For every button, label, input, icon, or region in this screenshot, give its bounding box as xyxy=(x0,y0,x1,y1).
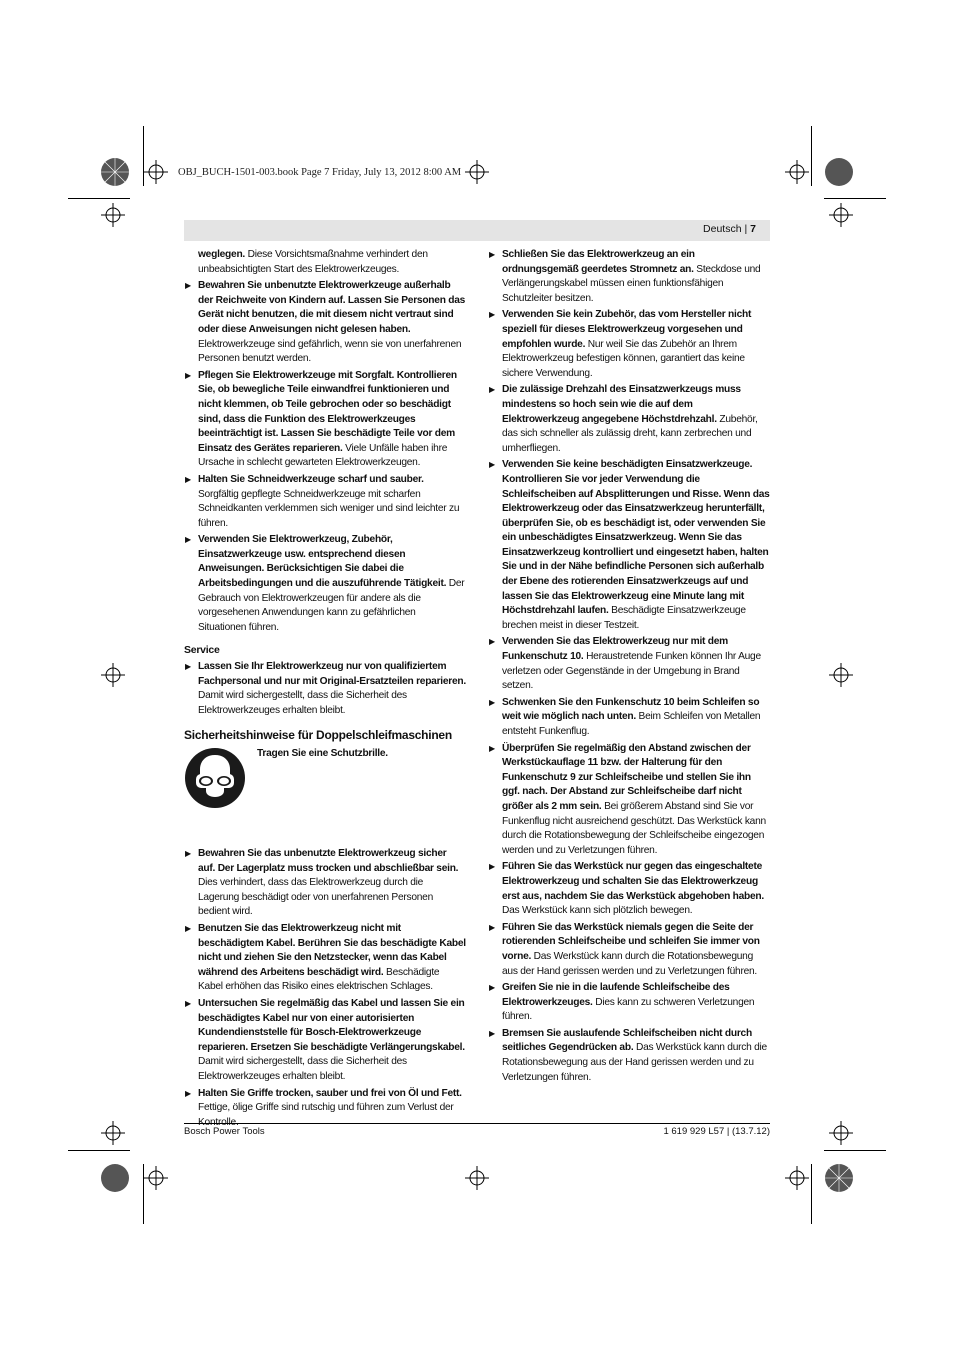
item-bold: weglegen. xyxy=(198,249,246,260)
item-bold: Verwenden Sie das Elektrowerkzeug nur mit dem Funkenschutz 10. xyxy=(502,636,728,663)
item-text: Das Werkstück kann durch die Rotationsbewegung aus der Hand gerissen werden und zu Verletzungen führen. xyxy=(502,1042,767,1083)
item-text: Das Werkstück kann sich plötzlich bewegen. xyxy=(502,905,693,917)
item-text: Elektrowerkzeuge sind gefährlich, wenn sie von unerfahrenen Personen benutzt werden. xyxy=(198,338,462,365)
header-separator: | xyxy=(744,223,748,235)
bullet-arrow-icon: ▶ xyxy=(489,310,495,320)
bullet-arrow-icon: ▶ xyxy=(489,697,495,707)
section-heading: Sicherheitshinweise für Doppelschleifmaschinen xyxy=(184,728,452,743)
crop-line xyxy=(811,126,812,186)
item-text: Damit wird sichergestellt, dass die Sicherheit des Elektrowerkzeuges erhalten bleibt. xyxy=(198,1056,407,1082)
list-item xyxy=(184,997,466,1085)
crosshair-mark xyxy=(785,1166,809,1190)
print-slug: OBJ_BUCH-1501-003.book Page 7 Friday, July 13, 2012 8:00 AM xyxy=(178,167,462,178)
bullet-arrow-icon: ▶ xyxy=(489,983,495,993)
item-text: Das Werkstück kann durch die Rotationsbewegung aus der Hand gerissen werden und zu Verletzungen führen. xyxy=(502,950,758,977)
crosshair-mark xyxy=(101,663,125,687)
registration-mark-bottom-left xyxy=(100,1163,130,1193)
item-text: Dies kann zu schweren Verletzungen führen. xyxy=(502,996,755,1023)
item-bold: Bewahren Sie unbenutzte Elektrowerkzeuge außerhalb der Reichweite von Kindern auf. Lassen Sie Personen das Gerät nicht benutzen, die mit diesem nicht vertraut sind oder diese Anweisungen nicht gelesen haben. xyxy=(198,280,466,335)
safety-items xyxy=(184,847,466,1130)
item-bold: Verwenden Sie Elektrowerkzeug, Zubehör, Einsatzwerkzeuge usw. entsprechend diesen Anweisungen. Berücksichtigen Sie dabei die Arbeitsbedingungen und die auszuführende Tätigkeit. xyxy=(198,534,447,590)
bullet-arrow-icon: ▶ xyxy=(185,662,191,672)
right-items xyxy=(488,248,770,1085)
list-item xyxy=(488,248,770,306)
item-text: Damit wird sichergestellt, dass die Sicherheit des Elektrowerkzeuges erhalten bleibt. xyxy=(198,690,407,716)
list-item xyxy=(488,742,770,859)
bullet-arrow-icon: ▶ xyxy=(489,637,495,647)
crop-line xyxy=(68,1150,130,1151)
item-bold: Führen Sie das Werkstück niemals gegen die Seite der rotierenden Schleifscheibe und schleifen Sie immer von vorne. xyxy=(502,921,760,962)
bullet-arrow-icon: ▶ xyxy=(489,385,495,395)
service-items xyxy=(184,660,466,718)
item-bold: Schwenken Sie den Funkenschutz 10 beim Schleifen so weit wie möglich nach unten. xyxy=(502,696,760,723)
crop-line xyxy=(68,198,130,199)
page-number: 7 xyxy=(750,223,756,235)
crosshair-mark xyxy=(465,1166,489,1190)
left-items xyxy=(184,279,466,635)
item-text: Zubehör, das sich schneller als zulässig dreht, kann zerbrechen und umherfliegen. xyxy=(502,413,758,454)
item-bold: Untersuchen Sie regelmäßig das Kabel und lassen Sie ein beschädigtes Kabel nur von einer autorisierten Kundendienststelle für Bosch-Elektrowerkzeuge reparieren. Ersetzen Sie beschädigte Verlängerungskabel. xyxy=(198,997,465,1053)
bullet-arrow-icon: ▶ xyxy=(185,849,191,858)
list-item xyxy=(488,860,770,918)
list-item xyxy=(488,308,770,381)
list-item xyxy=(184,279,466,367)
list-item xyxy=(184,660,466,718)
list-item xyxy=(184,533,466,635)
list-item xyxy=(488,458,770,633)
crosshair-mark xyxy=(829,203,853,227)
crosshair-mark xyxy=(101,203,125,227)
bullet-arrow-icon: ▶ xyxy=(185,923,191,933)
item-bold: Benutzen Sie das Elektrowerkzeug nicht mit beschädigtem Kabel. Berühren Sie das beschädigte Kabel nicht und ziehen Sie den Netzstecker, wenn das Kabel während des Arbeitens beschädigt wird. xyxy=(198,922,466,978)
item-text: Der Gebrauch von Elektrowerkzeugen für andere als die vorgesehenen Anwendungen kann zu gefährlichen Situationen führen. xyxy=(198,578,465,633)
list-item xyxy=(184,248,466,277)
item-bold: Verwenden Sie keine beschädigten Einsatzwerkzeuge. Kontrollieren Sie vor jeder Verwendung die Schleifscheiben auf Absplitterungen und Risse. Wenn das Elektrowerkzeug oder das Einsatzwerkzeug herunterfällt, überprüfen Sie, ob es beschädigt ist, oder verwenden Sie ein unbeschädigtes Einsatzwerkzeug. Wenn Sie das Einsatzwerkzeug kontrolliert und eingesetzt haben, halten Sie und in der Nähe befindliche Personen sich außerhalb der Ebene des rotierenden Einsatzwerkzeugs auf und lassen Sie das Elektrowerkzeug eine Minute lang mit Höchstdrehzahl laufen. xyxy=(502,459,770,617)
item-text: Fettige, ölige Griffe sind rutschig und führen zum Verlust der Kontrolle. xyxy=(198,1102,454,1128)
bullet-arrow-icon: ▶ xyxy=(185,281,191,291)
list-item xyxy=(184,473,466,531)
list-item xyxy=(184,847,466,920)
registration-mark-bottom-right xyxy=(824,1163,854,1193)
item-bold: Pflegen Sie Elektrowerkzeuge mit Sorgfalt. Kontrollieren Sie, ob bewegliche Teile einwandfrei funktionieren und nicht klemmen, ob Teile gebrochen oder so beschädigt sind, dass die Funktion des Elektrowerkzeuges beeinträchtigt ist. Lassen Sie beschädigte Teile vor dem Einsatz des Gerätes reparieren. xyxy=(198,369,457,454)
footer-doc-id: 1 619 929 L57 | (13.7.12) xyxy=(663,1126,770,1137)
item-bold: Die zulässige Drehzahl des Einsatzwerkzeugs muss mindestens so hoch sein wie die auf dem Elektrowerkzeug angegebene Höchstdrehzahl. xyxy=(502,384,741,425)
bullet-arrow-icon: ▶ xyxy=(489,922,495,932)
item-bold: Halten Sie Griffe trocken, sauber und frei von Öl und Fett. xyxy=(198,1087,462,1099)
item-bold: Schließen Sie das Elektrowerkzeug an ein ordnungsgemäß geerdetes Stromnetz an. xyxy=(502,249,695,275)
item-text: Steckdose und Verlängerungskabel müssen einen funktionsfähigen Schutzleiter besitzen. xyxy=(502,263,761,304)
crosshair-mark xyxy=(101,1121,125,1145)
crop-line xyxy=(143,1164,144,1224)
item-text: Beschädigte Einsatzwerkzeuge brechen meist in dieser Testzeit. xyxy=(502,605,746,631)
item-text: Nur weil Sie das Zubehör an Ihrem Elektrowerkzeug befestigen können, garantiert das keine sichere Verwendung. xyxy=(502,338,745,379)
list-item xyxy=(488,981,770,1025)
item-text: Viele Unfälle haben ihre Ursache in schlecht gewarteten Elektrowerkzeugen. xyxy=(198,442,448,469)
item-text: Beschädigte Kabel erhöhen das Risiko eines elektrischen Schlages. xyxy=(198,966,440,993)
item-bold: Halten Sie Schneidwerkzeuge scharf und sauber. xyxy=(198,473,424,485)
list-item xyxy=(184,369,466,471)
item-text: Sorgfältig gepflegte Schneidwerkzeuge mit scharfen Schneidkanten verklemmen sich weniger und sind leichter zu führen. xyxy=(198,488,460,529)
crosshair-mark xyxy=(144,160,168,184)
safety-goggles-icon xyxy=(184,747,246,809)
right-column xyxy=(488,248,770,1087)
bullet-arrow-icon: ▶ xyxy=(185,1088,191,1098)
item-bold: Lassen Sie Ihr Elektrowerkzeug nur von qualifiziertem Fachpersonal und nur mit Original-Ersatzteilen reparieren. xyxy=(198,661,466,687)
crosshair-mark xyxy=(829,1121,853,1145)
bullet-arrow-icon: ▶ xyxy=(185,998,191,1008)
item-bold: Überprüfen Sie regelmäßig den Abstand zwischen der Werkstückauflage 11 bzw. der Halterung für den Funkenschutz 9 zur Schleifscheibe und stellen Sie ihn ggf. nach. Der Abstand zur Schleifscheibe darf nicht größer als 2 mm sein. xyxy=(502,742,751,812)
bullet-arrow-icon: ▶ xyxy=(185,535,191,545)
header-label xyxy=(703,223,756,235)
item-text: Diese Vorsichtsmaßnahme verhindert den unbeabsichtigten Start des Elektrowerkzeuges. xyxy=(198,249,428,275)
crop-line xyxy=(824,1150,886,1151)
bullet-arrow-icon: ▶ xyxy=(489,743,495,753)
header-language: Deutsch xyxy=(703,223,742,235)
warning-text: Tragen Sie eine Schutzbrille. xyxy=(257,748,388,759)
service-heading: Service xyxy=(184,644,220,657)
item-text: Beim Schleifen von Metallen entsteht Funkenflug. xyxy=(502,711,761,737)
page-header xyxy=(184,220,770,241)
warning-block xyxy=(184,747,466,839)
footer-publisher: Bosch Power Tools xyxy=(184,1126,265,1137)
left-column xyxy=(184,248,466,1132)
crosshair-mark xyxy=(465,160,489,184)
item-text: Heraustretende Funken können Ihr Auge verletzen oder Gegenstände in der Umgebung in Brand setzen. xyxy=(502,651,761,692)
crosshair-mark xyxy=(829,663,853,687)
crop-line xyxy=(811,1164,812,1224)
bullet-arrow-icon: ▶ xyxy=(185,370,191,380)
item-text: Dies verhindert, dass das Elektrowerkzeug durch die Lagerung beschädigt oder von unerfahrenen Personen bedient wird. xyxy=(198,877,434,918)
crosshair-mark xyxy=(144,1166,168,1190)
crosshair-mark xyxy=(785,160,809,184)
list-item xyxy=(488,383,770,456)
item-bold: Bewahren Sie das unbenutzte Elektrowerkzeug sicher auf. Der Lagerplatz muss trocken und abschließbar sein. xyxy=(198,848,459,874)
item-bold: Greifen Sie nie in die laufende Schleifscheibe des Elektrowerkzeuges. xyxy=(502,982,730,1008)
bullet-arrow-icon: ▶ xyxy=(489,460,495,470)
list-item xyxy=(488,1027,770,1085)
list-item xyxy=(488,921,770,979)
crop-line xyxy=(143,126,144,186)
bullet-arrow-icon: ▶ xyxy=(185,474,191,484)
item-bold: Bremsen Sie auslaufende Schleifscheiben nicht durch seitliches Gegendrücken ab. xyxy=(502,1027,752,1054)
footer-rule xyxy=(184,1123,770,1124)
item-bold: Führen Sie das Werkstück nur gegen das eingeschaltete Elektrowerkzeug und schalten Sie das Elektrowerkzeug erst aus, nachdem Sie das Werkstück abgehoben haben. xyxy=(502,861,764,902)
list-item xyxy=(488,696,770,740)
registration-mark-top-left xyxy=(100,157,130,187)
bullet-arrow-icon: ▶ xyxy=(489,1028,495,1038)
item-bold: Verwenden Sie kein Zubehör, das vom Hersteller nicht speziell für dieses Elektrowerkzeug vorgesehen und empfohlen wurde. xyxy=(502,309,752,350)
item-text: Bei größerem Abstand sind Sie vor Funkenflug nicht ausreichend geschützt. Das Werkstück kann durch die Rotationsbewegung der Schleifscheibe eingezogen werden und zu Verletzungen führen. xyxy=(502,800,766,856)
crop-line xyxy=(824,198,886,199)
list-item xyxy=(488,635,770,693)
list-item xyxy=(184,922,466,995)
bullet-arrow-icon: ▶ xyxy=(489,862,495,872)
bullet-arrow-icon: ▶ xyxy=(489,250,495,259)
registration-mark-top-right xyxy=(824,157,854,187)
